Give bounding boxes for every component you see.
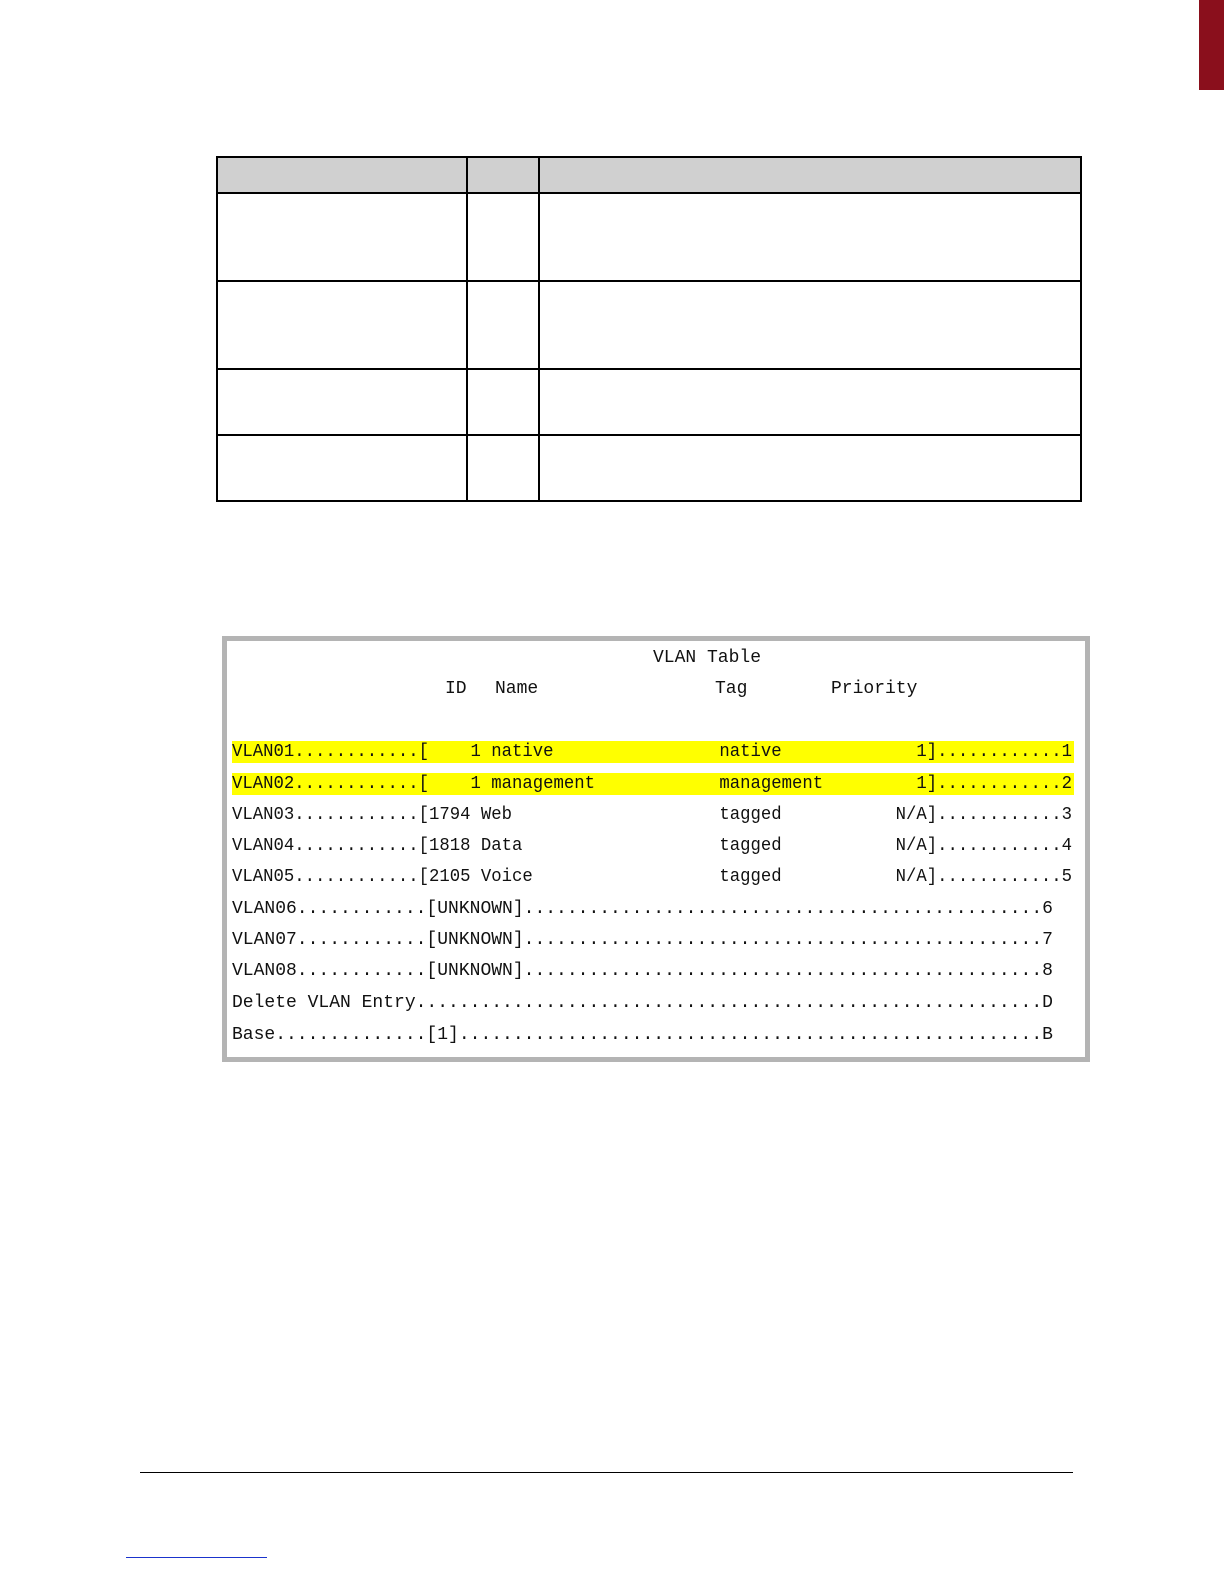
- table-row: [217, 281, 1081, 369]
- table-row: [217, 369, 1081, 435]
- header-cell: [539, 157, 1081, 193]
- table-cell: [467, 435, 539, 501]
- table-cell: [539, 193, 1081, 281]
- table-row: [217, 193, 1081, 281]
- menu-line-base[interactable]: Base..............[1]......................................................B: [232, 1025, 1053, 1045]
- header-cell: [467, 157, 539, 193]
- page-edge-mark: [1199, 0, 1224, 90]
- menu-line-vlan06[interactable]: VLAN06............[UNKNOWN]................................................6: [232, 899, 1053, 919]
- table-cell: [539, 369, 1081, 435]
- footer-divider: [140, 1472, 1073, 1473]
- console-title: VLAN Table: [653, 648, 762, 668]
- menu-line-vlan08[interactable]: VLAN08............[UNKNOWN]................................................8: [232, 961, 1053, 981]
- table-header-row: [217, 157, 1081, 193]
- header-cell: [217, 157, 467, 193]
- column-header-id: ID: [445, 679, 467, 699]
- column-header-name: Name: [495, 679, 539, 699]
- table-cell: [217, 369, 467, 435]
- menu-line-vlan04[interactable]: VLAN04............[1818 Data tagged N/A]............4: [232, 836, 1072, 856]
- column-header-priority: Priority: [831, 679, 918, 699]
- table-cell: [539, 281, 1081, 369]
- menu-line-vlan05[interactable]: VLAN05............[2105 Voice tagged N/A]............5: [232, 867, 1072, 887]
- table-cell: [467, 281, 539, 369]
- table-cell: [539, 435, 1081, 501]
- parameter-table: [216, 156, 1082, 502]
- menu-line-vlan02[interactable]: VLAN02............[ 1 management management 1]............2: [232, 774, 1072, 794]
- menu-line-vlan01[interactable]: VLAN01............[ 1 native native 1]............1: [232, 742, 1072, 762]
- menu-line-vlan07[interactable]: VLAN07............[UNKNOWN]................................................7: [232, 930, 1053, 950]
- footer-link-underline: [126, 1557, 267, 1558]
- menu-line-vlan03[interactable]: VLAN03............[1794 Web tagged N/A]............3: [232, 805, 1072, 825]
- table-row: [217, 435, 1081, 501]
- table-cell: [467, 193, 539, 281]
- column-header-tag: Tag: [715, 679, 748, 699]
- menu-line-delete-vlan-entry[interactable]: Delete VLAN Entry..........................................................D: [232, 993, 1053, 1013]
- table-cell: [467, 369, 539, 435]
- table-cell: [217, 193, 467, 281]
- table-cell: [217, 435, 467, 501]
- table-cell: [217, 281, 467, 369]
